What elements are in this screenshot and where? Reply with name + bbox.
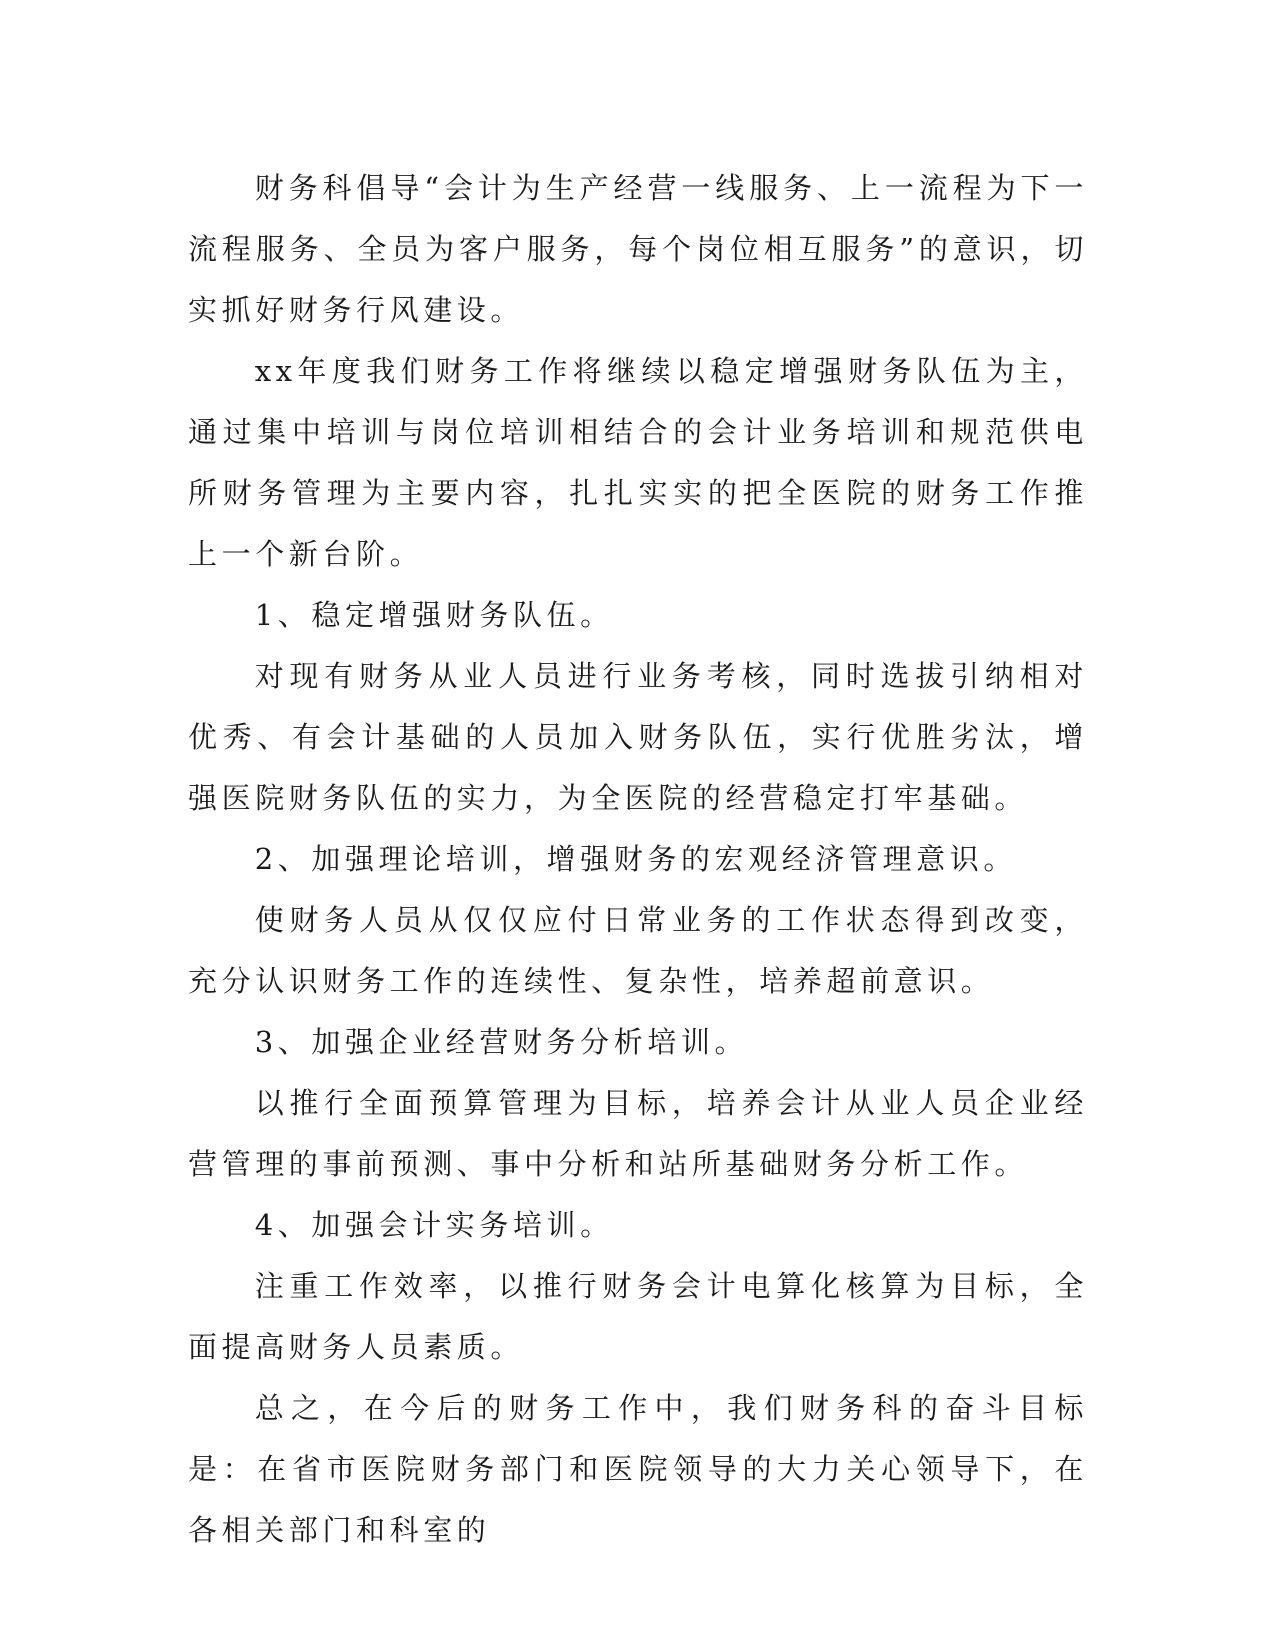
heading-item-1: 1、稳定增强财务队伍。 — [254, 598, 614, 632]
heading-item-4: 4、加强会计实务培训。 — [254, 1208, 614, 1242]
paragraph-annual-plan: xx年度我们财务工作将继续以稳定增强财务队伍为主，通过集中培训与岗位培训相结合的会计业务培训和规范供电所财务管理为主要内容，扎扎实实的把全医院的财务工作推上一个新台阶。 — [188, 354, 1088, 571]
paragraph-item-3: 以推行全面预算管理为目标，培养会计从业人员企业经营管理的事前预测、事中分析和站所基础财务分析工作。 — [188, 1086, 1088, 1181]
paragraph-intro: 财务科倡导“会计为生产经营一线服务、上一流程为下一流程服务、全员为客户服务，每个岗位相互服务”的意识，切实抓好财务行风建设。 — [188, 171, 1088, 327]
heading-item-3: 3、加强企业经营财务分析培训。 — [254, 1025, 749, 1059]
paragraph-item-1: 对现有财务从业人员进行业务考核，同时选拔引纳相对优秀、有会计基础的人员加入财务队伍，实行优胜劣汰，增强医院财务队伍的实力，为全医院的经营稳定打牢基础。 — [188, 659, 1088, 815]
paragraph-item-2: 使财务人员从仅仅应付日常业务的工作状态得到改变，充分认识财务工作的连续性、复杂性，培养超前意识。 — [188, 903, 1088, 998]
document-body — [188, 158, 1088, 1561]
paragraph-item-4: 注重工作效率，以推行财务会计电算化核算为目标，全面提高财务人员素质。 — [188, 1269, 1088, 1364]
paragraph-conclusion: 总之，在今后的财务工作中，我们财务科的奋斗目标是：在省市医院财务部门和医院领导的大力关心领导下，在各相关部门和科室的 — [188, 1391, 1088, 1547]
heading-item-2: 2、加强理论培训，增强财务的宏观经济管理意识。 — [254, 842, 1017, 876]
